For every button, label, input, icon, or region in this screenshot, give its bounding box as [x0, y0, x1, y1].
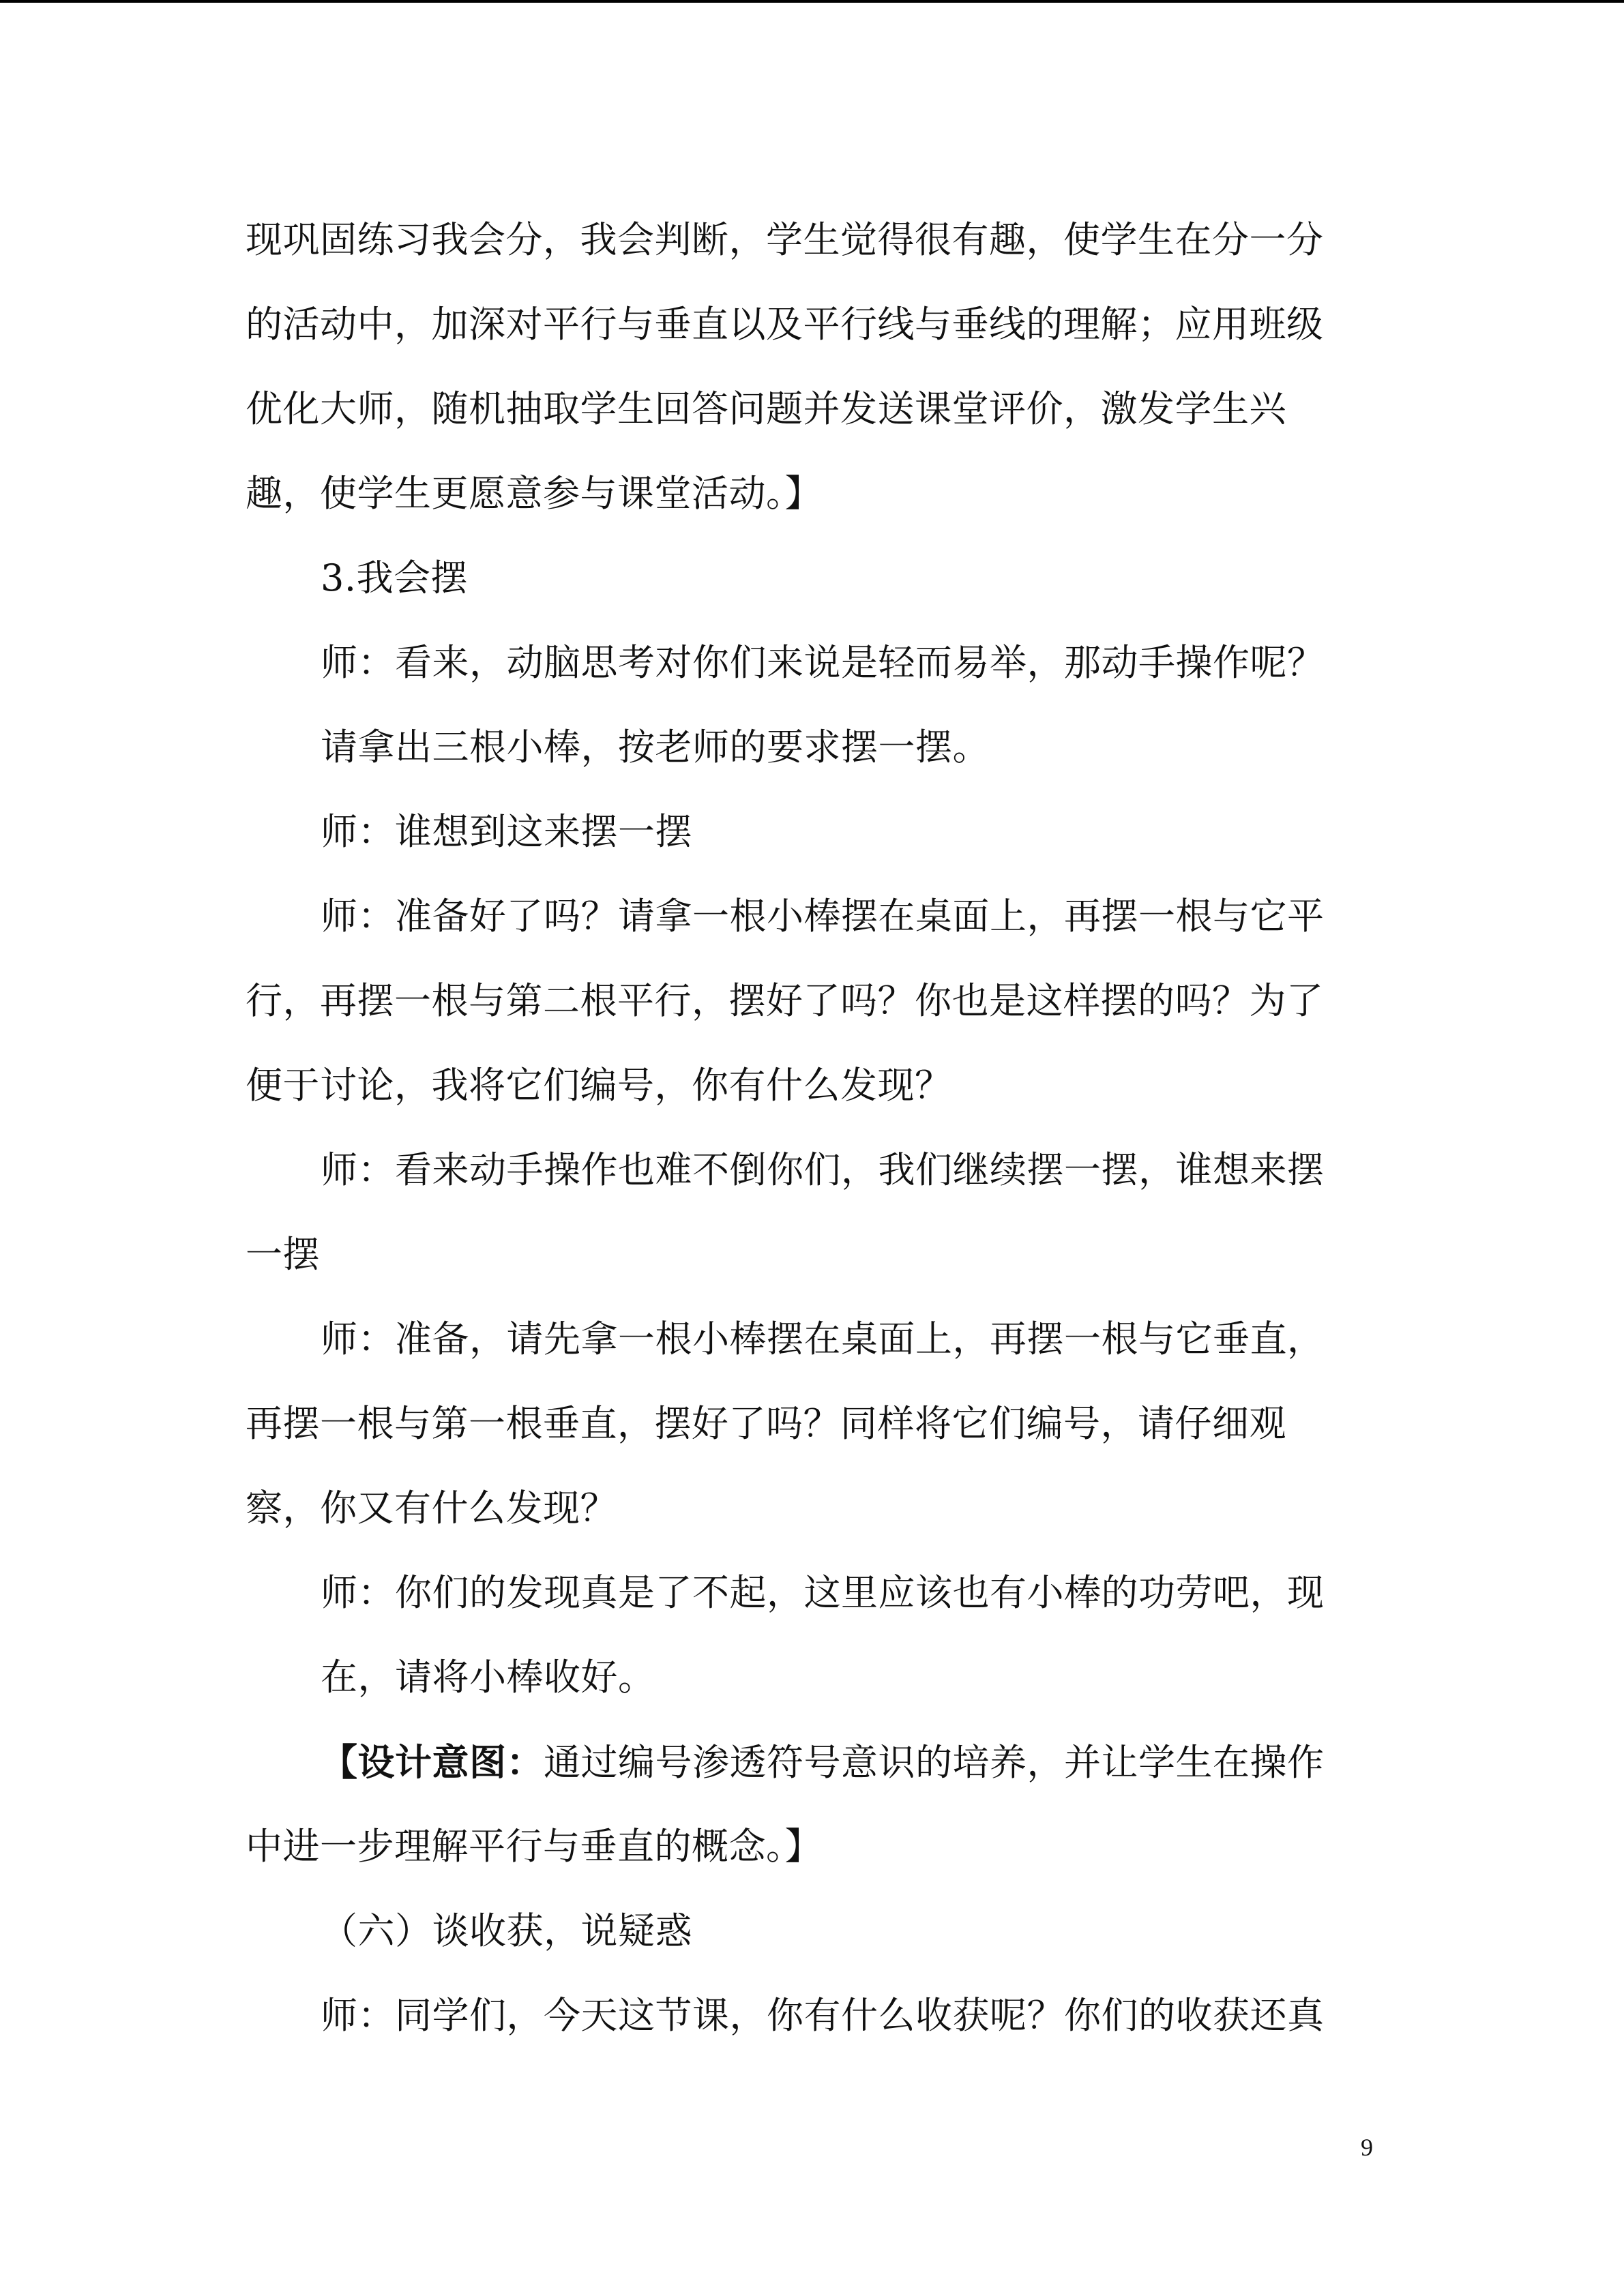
text-line: 便于讨论，我将它们编号，你有什么发现？ — [246, 1064, 952, 1107]
text-line: 的活动中，加深对平行与垂直以及平行线与垂线的理解；应用班级 — [246, 303, 1324, 346]
text-line: 现巩固练习我会分，我会判断，学生觉得很有趣，使学生在分一分 — [246, 218, 1324, 261]
text-line: 再摆一根与第一根垂直，摆好了吗？同样将它们编号，请仔细观 — [246, 1402, 1286, 1445]
text-line: 请拿出三根小棒，按老师的要求摆一摆。 — [321, 726, 990, 769]
section-heading: （六）谈收获，说疑惑 — [321, 1909, 692, 1952]
design-intent-text: 通过编号渗透符号意识的培养，并让学生在操作 — [544, 1741, 1325, 1784]
document-page — [246, 198, 1354, 2058]
text-line: 师：准备好了吗？请拿一根小棒摆在桌面上，再摆一根与它平 — [321, 895, 1325, 938]
text-line: 师：看来，动脑思考对你们来说是轻而易举，那动手操作呢？ — [321, 641, 1325, 684]
text-line: 师：看来动手操作也难不倒你们，我们继续摆一摆，谁想来摆 — [321, 1148, 1325, 1191]
text-line: 在，请将小棒收好。 — [321, 1656, 655, 1699]
text-line: 师：你们的发现真是了不起，这里应该也有小棒的功劳吧，现 — [321, 1571, 1325, 1614]
text-line: 中进一步理解平行与垂直的概念。】 — [246, 1825, 822, 1868]
text-line: 一摆 — [246, 1233, 320, 1276]
section-heading: 3.我会摆 — [321, 556, 469, 599]
page-number: 9 — [1361, 2134, 1373, 2161]
text-line: 师：同学们，今天这节课，你有什么收获呢？你们的收获还真 — [321, 1994, 1325, 2037]
text-line: 优化大师，随机抽取学生回答问题并发送课堂评价，激发学生兴 — [246, 387, 1286, 430]
text-line: 师：谁想到这来摆一摆 — [321, 810, 692, 853]
design-intent-line — [246, 1720, 1354, 1804]
text-line: 行，再摆一根与第二根平行，摆好了吗？你也是这样摆的吗？为了 — [246, 979, 1324, 1022]
text-line: 趣，使学生更愿意参与课堂活动。】 — [246, 472, 822, 515]
design-intent-label: 【设计意图： — [321, 1740, 544, 1784]
top-border-rule — [0, 0, 1624, 3]
text-line: 察，你又有什么发现？ — [246, 1487, 617, 1530]
text-line: 师：准备，请先拿一根小棒摆在桌面上，再摆一根与它垂直， — [321, 1317, 1325, 1360]
